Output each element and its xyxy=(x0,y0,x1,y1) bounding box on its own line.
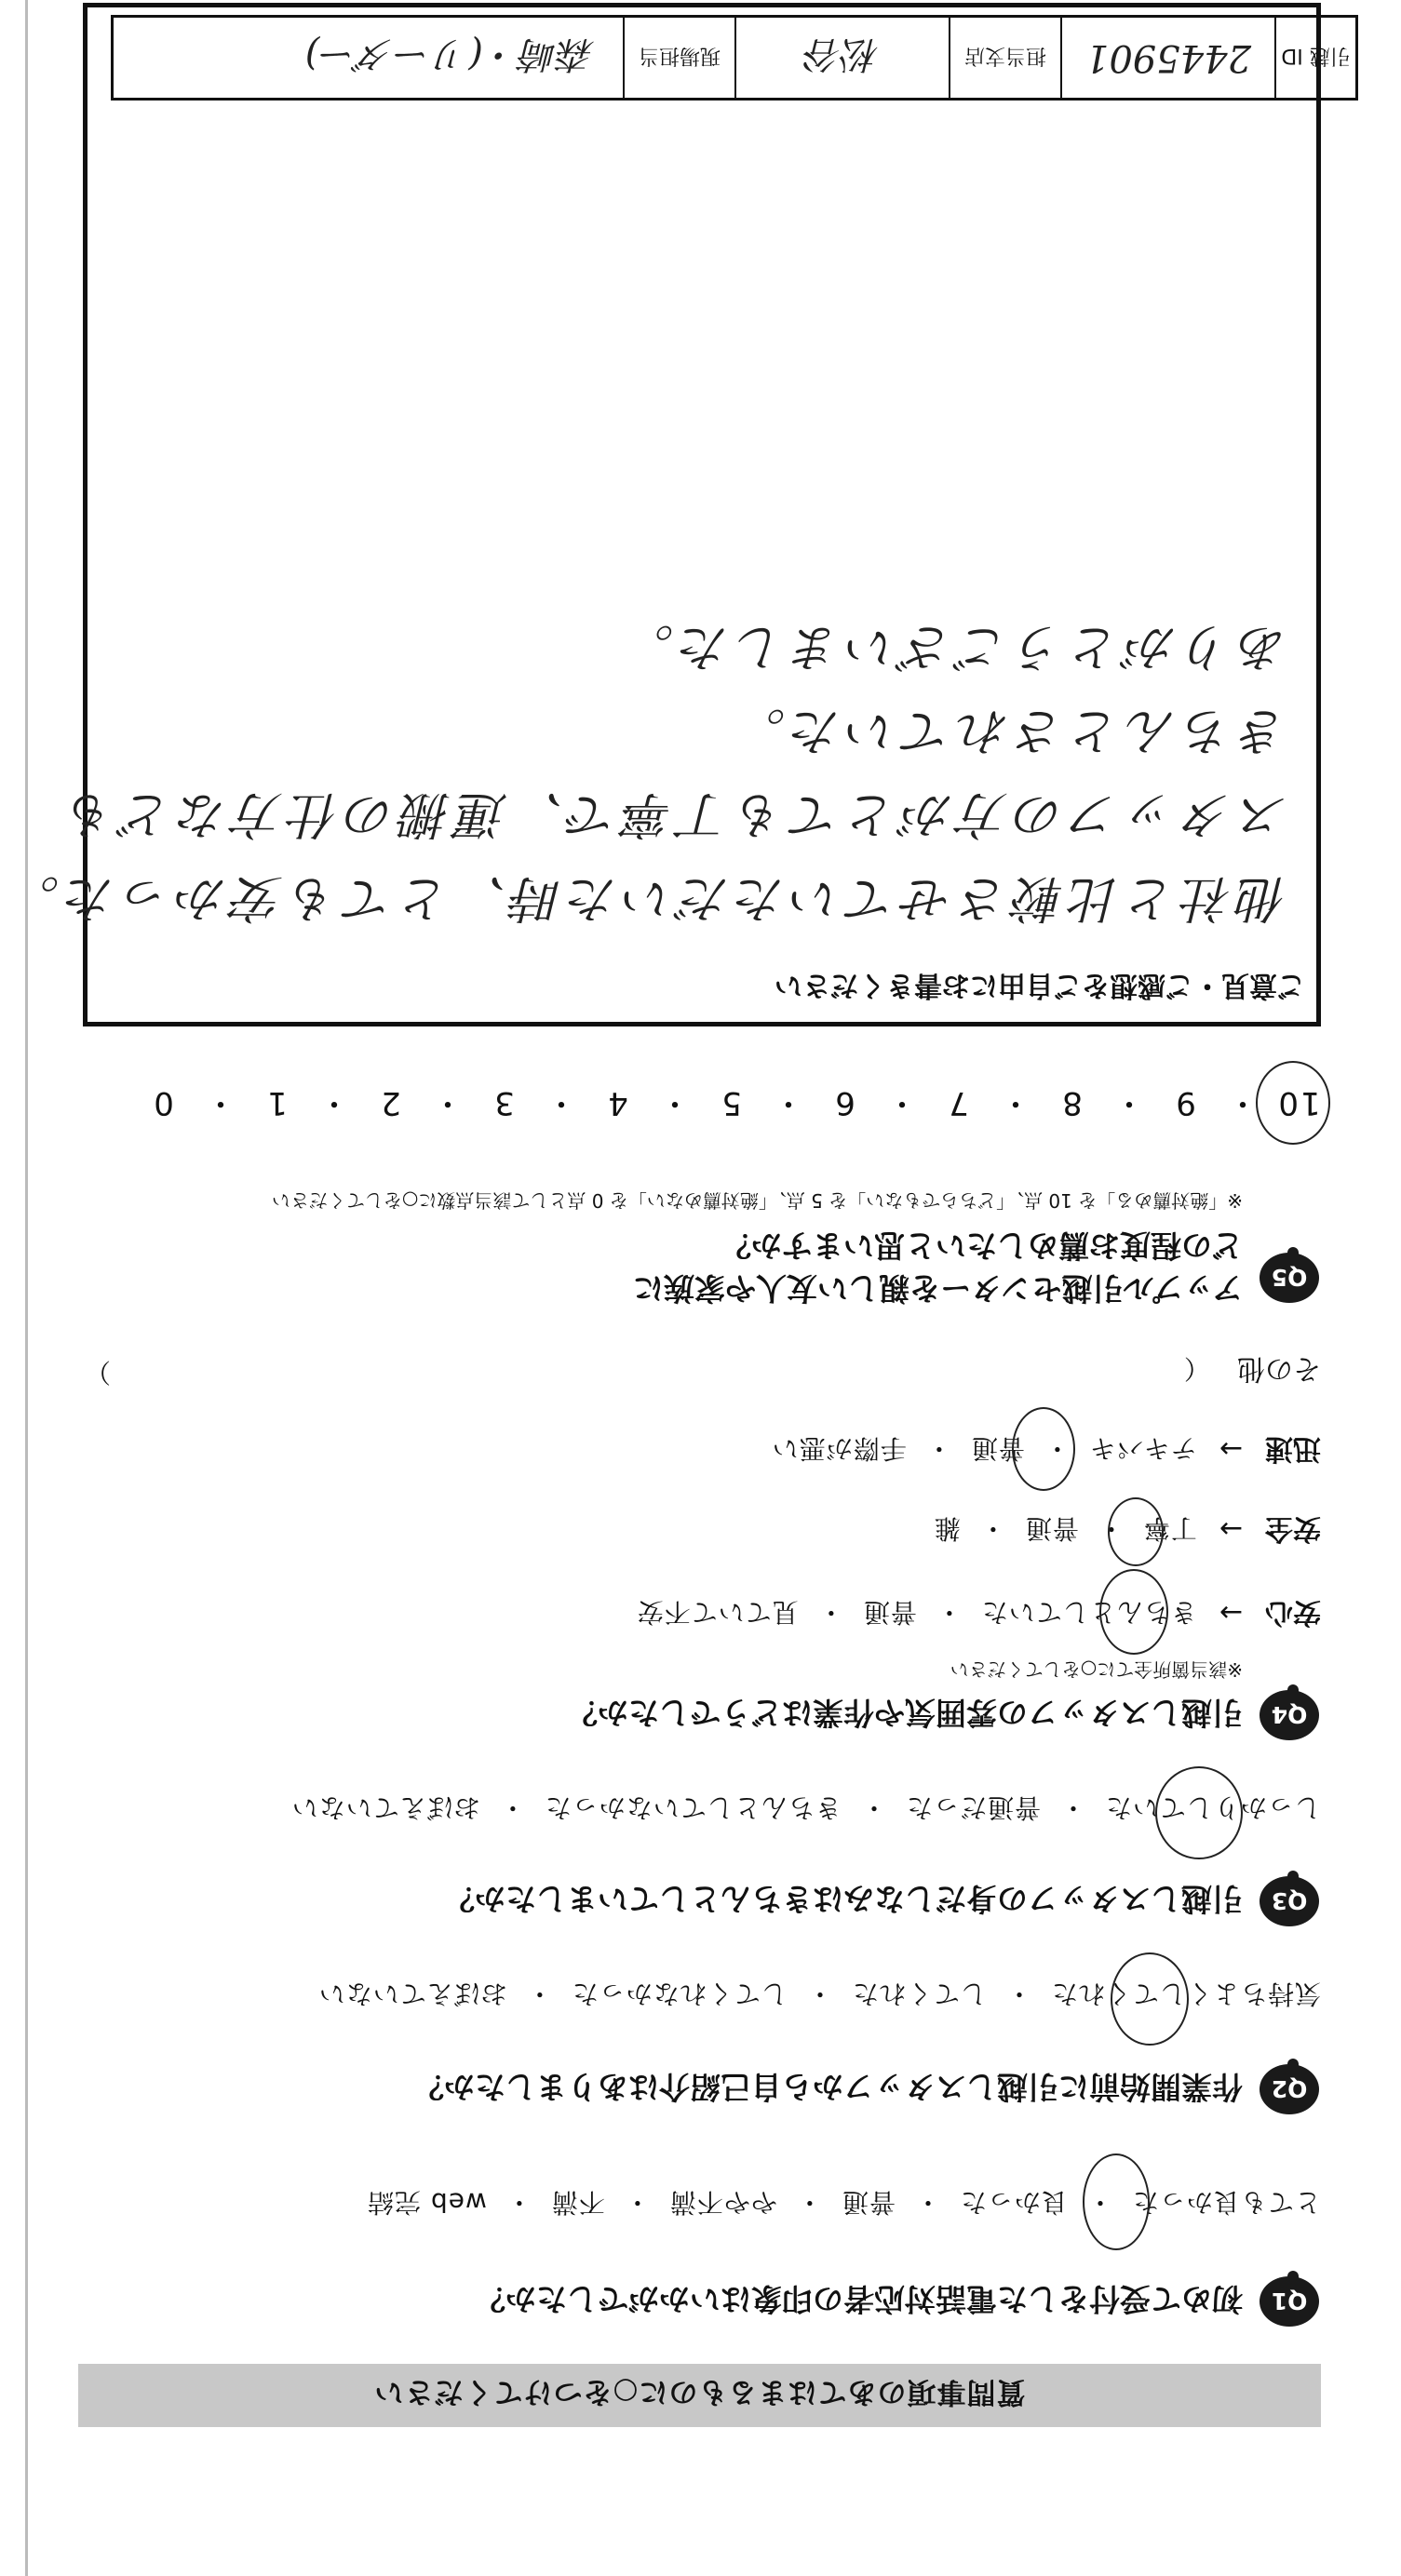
q3-option[interactable]: 普通だった xyxy=(905,1792,1041,1823)
q4-anshin-circle xyxy=(1099,1569,1168,1655)
q3-option[interactable]: しっかりしていた xyxy=(1104,1792,1321,1823)
banner-text: 質問事項のあてはまるものに○をつけてください xyxy=(373,2375,1026,2409)
q4-row-jinsoku: 迅速→テキパキ・普通・手際が悪い xyxy=(771,1432,1321,1465)
q2-badge: Q2 xyxy=(1260,2064,1319,2114)
comment-line: スタッフの方がとても丁寧で、運搬の仕方なども xyxy=(61,785,1288,844)
q3-selection-circle xyxy=(1155,1766,1243,1859)
q4-row-label: 安全 xyxy=(1265,1512,1321,1545)
q2-selection-circle xyxy=(1111,1952,1189,2046)
q4-badge: Q4 xyxy=(1260,1690,1319,1740)
q5-score[interactable]: 6 xyxy=(833,1084,855,1121)
q1-option[interactable]: やや不満 xyxy=(668,2187,777,2218)
comment-line: きちんとされていた。 xyxy=(730,702,1288,760)
q1-badge: Q1 xyxy=(1260,2276,1319,2327)
q4-row-anshin: 安心→きちんとしていた・普通・見ていて不安 xyxy=(636,1596,1321,1629)
q5-score[interactable]: 8 xyxy=(1060,1084,1083,1121)
scan-edge-line xyxy=(25,0,28,2576)
q4-option[interactable]: 普通 xyxy=(1024,1513,1079,1544)
q3-options: しっかりしていた・普通だった・きちんとしていなかった・おぼえていない xyxy=(290,1792,1321,1823)
survey-banner xyxy=(78,2364,1321,2427)
branch-label: 担当支店 xyxy=(950,18,1062,98)
q4-other xyxy=(74,1351,1321,1392)
q4-row-label: 安心 xyxy=(1265,1596,1321,1629)
q2-option[interactable]: おぼえていない xyxy=(317,1979,507,2009)
q5-score[interactable]: 3 xyxy=(492,1084,515,1121)
q2-option[interactable]: してくれなかった xyxy=(571,1979,788,2009)
q5-score[interactable]: 10 xyxy=(1276,1084,1321,1121)
q5-note: ※「絶対薦める」を 10 点、「どちらでもない」を 5 点、「絶対薦めない」を 0 点として該当点数に○をしてください xyxy=(271,1189,1243,1212)
q4-other-open: （ xyxy=(1182,1353,1210,1384)
q4-other-label: その他 xyxy=(1237,1352,1321,1385)
q5-score[interactable]: 2 xyxy=(379,1084,401,1121)
comment-box[interactable] xyxy=(4,3,1321,1026)
q5-score[interactable]: 9 xyxy=(1174,1084,1196,1121)
q2-options: 気持ちよくしてくれた・してくれた・してくれなかった・おぼえていない xyxy=(317,1979,1321,2009)
q2-text: 作業開始前に引越しスタッフから自己紹介はありましたか？ xyxy=(413,2069,1243,2105)
q4-anzen-circle xyxy=(1108,1497,1164,1566)
comment-line: ありがとうございました。 xyxy=(618,618,1288,677)
q1-option[interactable]: とても良かった xyxy=(1131,2187,1321,2218)
q5-badge: Q5 xyxy=(1260,1253,1319,1303)
id-label: 引越 ID xyxy=(1281,44,1351,68)
q5-score[interactable]: 0 xyxy=(152,1084,174,1121)
q1-option[interactable]: web 完結 xyxy=(367,2187,487,2218)
q2-option[interactable]: 気持ちよくしてくれた xyxy=(1050,1979,1321,2009)
q4-option[interactable]: 見ていて不安 xyxy=(636,1597,799,1628)
q3-badge: Q3 xyxy=(1260,1876,1319,1926)
q5-text2: どの程度お薦めしたいと思いますか？ xyxy=(721,1228,1243,1264)
q5-text: アップル引越センターを親しい友人や家族に xyxy=(632,1270,1243,1307)
q3-option[interactable]: おぼえていない xyxy=(290,1792,480,1823)
q1-text: 初めて受付をした電話対応者の印象はいかがでしたか？ xyxy=(475,2281,1243,2317)
q3-option[interactable]: きちんとしていなかった xyxy=(544,1792,842,1823)
q1-option[interactable]: 不満 xyxy=(550,2187,605,2218)
q4-jinsoku-circle xyxy=(1012,1407,1075,1491)
staff-label: 現場担当 xyxy=(625,18,736,98)
q4-row-anzen: 安全→丁寧・普通・雑 xyxy=(933,1512,1321,1545)
branch-value: 松谷 xyxy=(736,18,950,98)
q4-note: ※該当箇所全てに○をしてください xyxy=(950,1658,1243,1681)
q1-option[interactable]: 普通 xyxy=(841,2187,896,2218)
q5-score[interactable]: 7 xyxy=(947,1084,969,1121)
comment-line: 他社と比較させていただいた時、とても安かった。 xyxy=(4,869,1288,928)
q4-option[interactable]: テキパキ xyxy=(1088,1433,1197,1464)
q4-option[interactable]: 雑 xyxy=(933,1513,961,1544)
q5-score[interactable]: 1 xyxy=(265,1084,288,1121)
q4-option[interactable]: きちんとしていた xyxy=(980,1597,1197,1628)
q5-score[interactable]: 4 xyxy=(606,1084,628,1121)
q4-text: 引越しスタッフの雰囲気や作業はどうでしたか？ xyxy=(567,1695,1243,1731)
q1-selection-circle xyxy=(1083,2153,1150,2250)
q4-row-label: 迅速 xyxy=(1265,1432,1321,1465)
q1-option[interactable]: 良かった xyxy=(959,2187,1068,2218)
staff-value: 森崎・(リーダー) xyxy=(114,18,625,98)
q5-score[interactable]: 5 xyxy=(720,1084,742,1121)
info-table xyxy=(111,15,1358,101)
q4-option[interactable]: 手際が悪い xyxy=(771,1433,907,1464)
q5-scale: 10・9・8・7・6・5・4・3・2・1・0 xyxy=(135,1083,1327,1129)
q4-option[interactable]: 丁寧 xyxy=(1142,1513,1197,1544)
q4-other-close: ） xyxy=(83,1357,111,1388)
q2-option[interactable]: してくれた xyxy=(851,1979,987,2009)
q1-options: とても良かった・良かった・普通・やや不満・不満・web 完結 xyxy=(367,2187,1321,2218)
q4-option[interactable]: 普通 xyxy=(862,1597,917,1628)
q3-text: 引越しスタッフの身だしなみはきちんとしていましたか？ xyxy=(444,1881,1243,1917)
q4-option[interactable]: 普通 xyxy=(970,1433,1025,1464)
comment-title: ご意見・ご感想をご自由にお書きください xyxy=(775,969,1305,1001)
id-value: 2445901 xyxy=(1062,18,1276,98)
q5-selection-circle xyxy=(1256,1061,1330,1145)
